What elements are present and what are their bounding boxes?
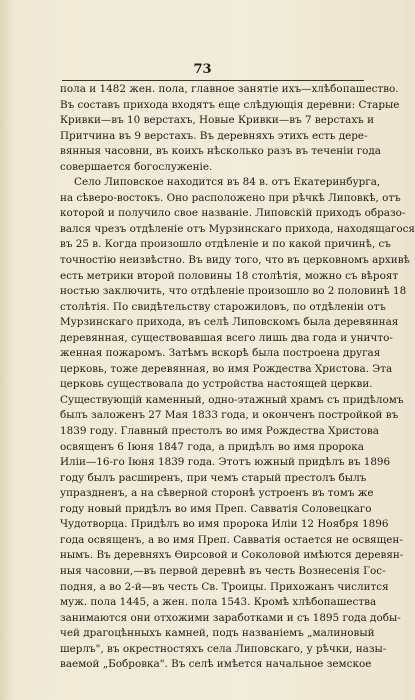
text-line: Притчина въ 9 верстахъ. Въ деревняхъ этихъ есть дере- — [60, 129, 368, 142]
text-line: освященъ 6 Іюня 1847 года, а придѣлъ во имя пророка — [60, 440, 364, 453]
body-text — [60, 82, 415, 673]
text-line: вянныя часовни, въ коихъ нѣсколько разъ въ теченіи года — [60, 145, 381, 158]
text-line: подня, а во 2-й—въ честь Св. Троицы. Прихожанъ числится — [60, 580, 389, 593]
text-line: совершается богослуженіе. — [60, 160, 213, 173]
text-line: 1839 году. Главный престолъ во имя Рождества Христова — [60, 425, 379, 438]
text-line: Въ составъ прихода входятъ еще слѣдующія деревни: Старые — [60, 98, 400, 111]
text-line: года освященъ, а во имя Преп. Савватія остается не освящен- — [60, 533, 403, 546]
text-line: году новый придѣлъ во имя Преп. Савватія Соловецкаго — [60, 502, 372, 515]
text-line: ностью заключить, что отдѣленіе произошло во 2 половинѣ 18 — [60, 285, 407, 298]
text-line: нымъ. Въ деревняхъ Ѳирсовой и Соколовой имѣются деревян- — [60, 549, 404, 562]
text-line: вался чрезъ отдѣленіе отъ Мурзинскаго прихода, находящагося — [60, 222, 415, 235]
text-line: деревянная, существовавшая всего лишь два года и уничто- — [60, 331, 393, 344]
text-line: точностію неизвѣстно. Въ виду того, что въ церковномъ архивѣ — [60, 254, 410, 267]
text-line: чей драгоцѣнныхъ камней, подъ названіемъ „малиновый — [60, 627, 375, 640]
text-line: пола и 1482 жен. пола, главное занятіе ихъ—хлѣбопашество. — [60, 83, 399, 95]
text-line: церковь, тоже деревянная, во имя Рождества Христова. Эта — [60, 362, 393, 375]
text-line: столѣтія. По свидѣтельству старожиловъ, по отдѣленіи отъ — [60, 300, 386, 313]
page-number: 73 — [193, 62, 212, 77]
text-line: Село Липовское находится въ 84 в. отъ Екатеринбурга, — [74, 176, 381, 189]
text-line: упраздненъ, а на сѣверной сторонѣ устроенъ въ томъ же — [60, 487, 374, 500]
text-line: женная пожаромъ. Затѣмъ вскорѣ была построена другая — [60, 347, 381, 360]
text-line: Кривки—въ 10 верстахъ, Новые Кривки—въ 7 верстахъ и — [60, 114, 375, 127]
text-line: въ 25 в. Когда произошло отдѣленіе и по какой причинѣ, съ — [60, 238, 391, 251]
text-line: есть метрики второй половины 18 столѣтія, можно съ вѣроят — [60, 269, 399, 282]
text-line: году былъ расширенъ, при чемъ старый престолъ былъ — [60, 471, 367, 484]
text-line: Иліи—16-го Іюня 1839 года. Этотъ южный придѣлъ въ 1896 — [60, 456, 391, 469]
text-line: былъ заложенъ 27 Мая 1833 года, и оконченъ постройкой въ — [60, 409, 399, 422]
text-line: Существующій каменный, одно-этажный храмъ съ придѣломъ — [60, 393, 404, 406]
text-line: церковь существовала до устройства настоящей церкви. — [60, 378, 373, 391]
text-line: шерлъ", въ окрестностяхъ села Липовскаго, у рѣчки, назы- — [60, 642, 387, 655]
text-line: муж. пола 1445, а жен. пола 1543. Кромѣ хлѣбопашества — [60, 596, 377, 609]
header-rule — [62, 80, 364, 81]
text-line: занимаются они отхожими заработками и съ 1895 года добы- — [60, 611, 401, 624]
text-line: ваемой „Бобровка". Въ селѣ имѣется начальное земское — [60, 658, 372, 671]
text-line: Мурзинскаго прихода, въ селѣ Липовскомъ была деревянная — [60, 316, 399, 329]
text-line: ныя часовни,—въ первой деревнѣ въ честь Вознесенія Гос- — [60, 564, 386, 577]
text-line: Чудотворца. Придѣлъ во имя пророка Иліи 12 Ноября 1896 — [60, 518, 389, 531]
text-line: на сѣверо-востокъ. Оно расположено при рѣчкѣ Липовкѣ, отъ — [60, 191, 401, 204]
text-line: которой и получило свое названіе. Липовскій приходъ образо- — [60, 207, 406, 220]
